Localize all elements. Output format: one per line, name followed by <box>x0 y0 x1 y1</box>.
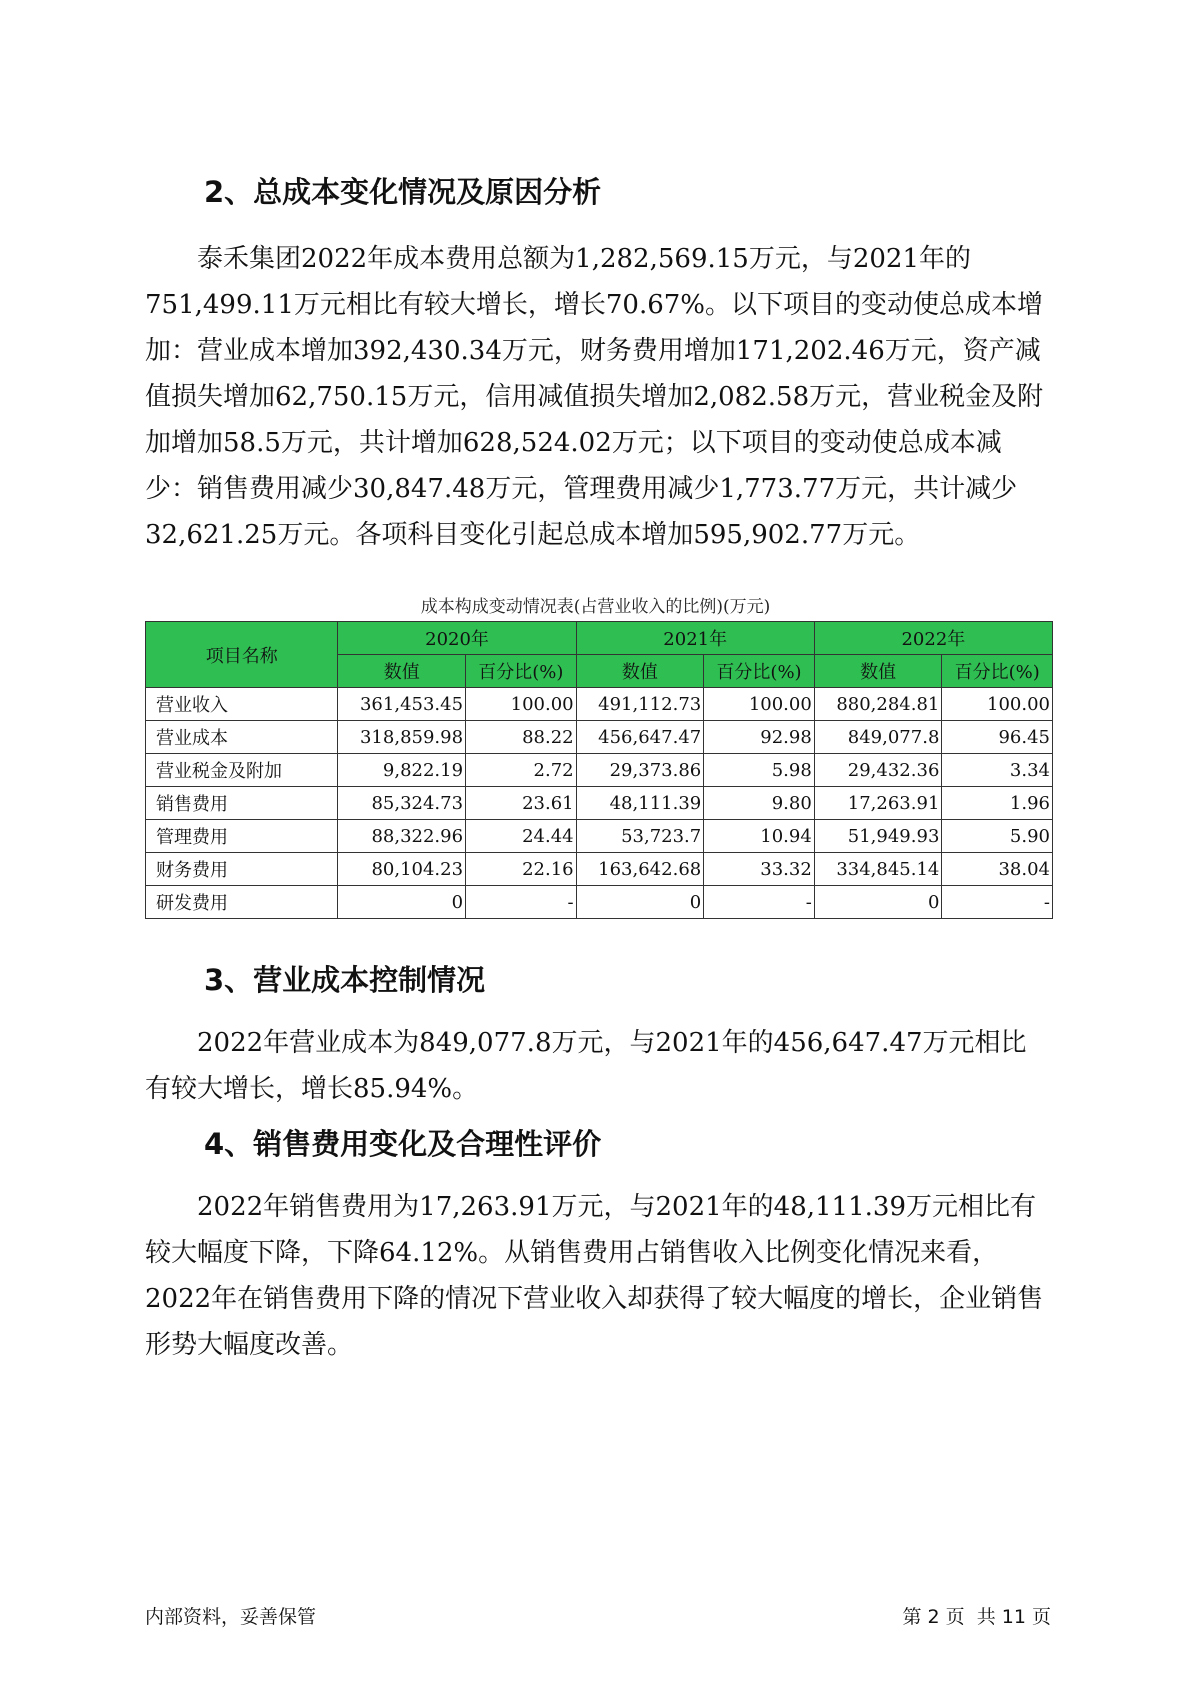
row-name: 营业成本 <box>146 721 338 754</box>
cell-percent: 5.98 <box>704 754 815 787</box>
cell-percent: 96.45 <box>942 721 1053 754</box>
header-percent: 百分比(%) <box>942 655 1053 688</box>
cell-value: 163,642.68 <box>576 853 704 886</box>
table-row <box>146 787 1053 820</box>
table-row <box>146 688 1053 721</box>
cell-percent: - <box>466 886 577 919</box>
cell-percent: 100.00 <box>704 688 815 721</box>
row-name: 研发费用 <box>146 886 338 919</box>
cell-value: 48,111.39 <box>576 787 704 820</box>
cell-value: 9,822.19 <box>338 754 466 787</box>
cell-value: 318,859.98 <box>338 721 466 754</box>
row-name: 营业税金及附加 <box>146 754 338 787</box>
cell-percent: 3.34 <box>942 754 1053 787</box>
header-percent: 百分比(%) <box>466 655 577 688</box>
cell-percent: - <box>942 886 1053 919</box>
cell-percent: 9.80 <box>704 787 815 820</box>
cell-value: 0 <box>338 886 466 919</box>
row-name: 营业收入 <box>146 688 338 721</box>
cell-percent: 22.16 <box>466 853 577 886</box>
cell-percent: 23.61 <box>466 787 577 820</box>
cell-percent: 2.72 <box>466 754 577 787</box>
section-3-heading: 3、营业成本控制情况 <box>204 963 486 997</box>
cell-percent: 5.90 <box>942 820 1053 853</box>
row-name: 销售费用 <box>146 787 338 820</box>
header-item-name: 项目名称 <box>146 622 338 688</box>
cell-value: 88,322.96 <box>338 820 466 853</box>
cell-percent: 88.22 <box>466 721 577 754</box>
cell-value: 80,104.23 <box>338 853 466 886</box>
cell-percent: 33.32 <box>704 853 815 886</box>
cell-value: 17,263.91 <box>814 787 942 820</box>
cell-value: 491,112.73 <box>576 688 704 721</box>
table-header-row-years <box>146 622 1053 655</box>
cell-value: 29,432.36 <box>814 754 942 787</box>
cell-value: 880,284.81 <box>814 688 942 721</box>
cell-percent: 10.94 <box>704 820 815 853</box>
cell-value: 85,324.73 <box>338 787 466 820</box>
cell-value: 51,949.93 <box>814 820 942 853</box>
cell-percent: 100.00 <box>466 688 577 721</box>
cell-percent: 100.00 <box>942 688 1053 721</box>
cell-percent: 1.96 <box>942 787 1053 820</box>
table-row <box>146 721 1053 754</box>
footer-page-number: 第 2 页 共 11 页 <box>902 1606 1051 1628</box>
header-year-2022: 2022年 <box>814 622 1052 655</box>
cell-value: 334,845.14 <box>814 853 942 886</box>
header-value: 数值 <box>814 655 942 688</box>
header-value: 数值 <box>338 655 466 688</box>
section-3-paragraph: 2022年营业成本为849,077.8万元，与2021年的456,647.47万元相比有较大增长，增长85.94%。 <box>145 1028 1027 1104</box>
cell-value: 849,077.8 <box>814 721 942 754</box>
cost-structure-table <box>145 621 1053 919</box>
cell-value: 361,453.45 <box>338 688 466 721</box>
cell-value: 53,723.7 <box>576 820 704 853</box>
table-row <box>146 886 1053 919</box>
table-caption: 成本构成变动情况表(占营业收入的比例)(万元) <box>420 597 771 617</box>
section-4-heading: 4、销售费用变化及合理性评价 <box>204 1127 602 1161</box>
footer-confidential-note: 内部资料，妥善保管 <box>145 1606 317 1628</box>
cell-value: 456,647.47 <box>576 721 704 754</box>
row-name: 管理费用 <box>146 820 338 853</box>
section-2-heading: 2、总成本变化情况及原因分析 <box>204 175 602 209</box>
cell-percent: 24.44 <box>466 820 577 853</box>
table-row <box>146 820 1053 853</box>
cell-percent: 92.98 <box>704 721 815 754</box>
cell-value: 0 <box>814 886 942 919</box>
cell-value: 29,373.86 <box>576 754 704 787</box>
row-name: 财务费用 <box>146 853 338 886</box>
cell-value: 0 <box>576 886 704 919</box>
section-2-paragraph: 泰禾集团2022年成本费用总额为1,282,569.15万元，与2021年的751,499.11万元相比有较大增长，增长70.67%。以下项目的变动使总成本增加：营业成本增加392,430.34万元，财务费用增加171,202.46万元，资产减值损失增加62,750.15万元，信用减值损失增加2,082.58万元，营业税金及附加增加58.5万元，共计增加628,524.02万元；以下项目的变动使总成本减少：销售费用减少30,847.48万元，管理费用减少1,773.77万元，共计减少32,621.25万元。各项科目变化引起总成本增加595,902.77万元。 <box>145 244 1044 550</box>
cell-percent: - <box>704 886 815 919</box>
header-year-2021: 2021年 <box>576 622 814 655</box>
cell-percent: 38.04 <box>942 853 1053 886</box>
table-row <box>146 754 1053 787</box>
header-year-2020: 2020年 <box>338 622 576 655</box>
header-value: 数值 <box>576 655 704 688</box>
section-4-paragraph: 2022年销售费用为17,263.91万元，与2021年的48,111.39万元相比有较大幅度下降，下降64.12%。从销售费用占销售收入比例变化情况来看，2022年在销售费用下降的情况下营业收入却获得了较大幅度的增长，企业销售形势大幅度改善。 <box>145 1192 1044 1360</box>
table-row <box>146 853 1053 886</box>
header-percent: 百分比(%) <box>704 655 815 688</box>
